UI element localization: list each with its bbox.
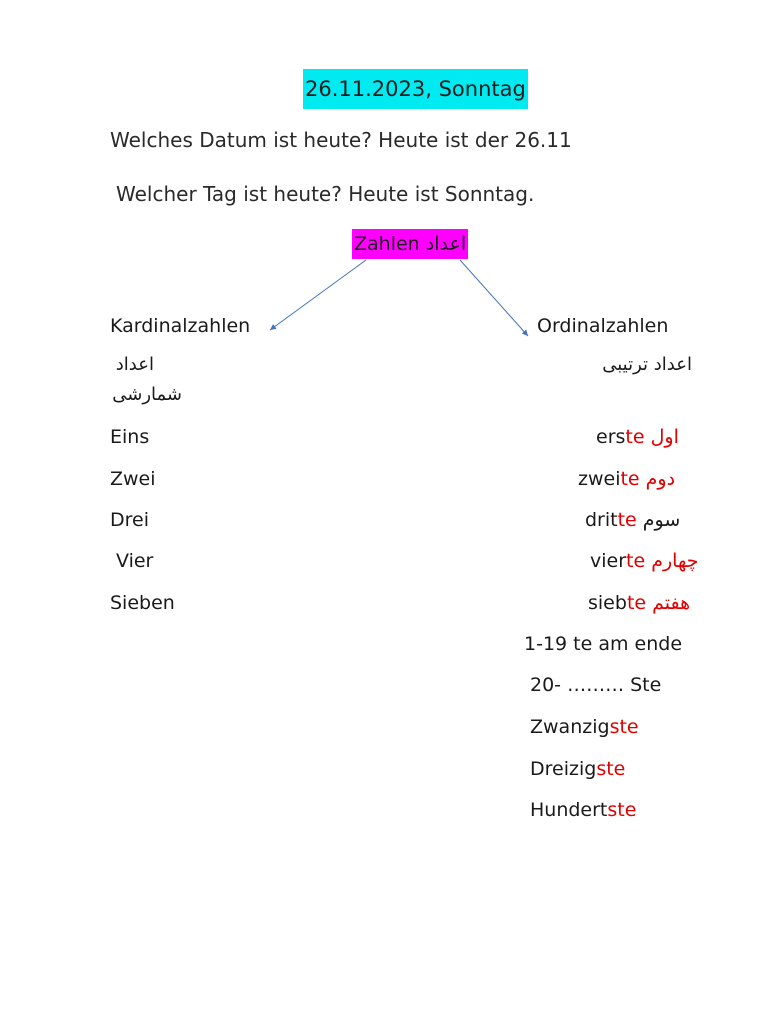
ordinal-item [590,550,698,572]
date-title: 26.11.2023, Sonntag [303,69,528,109]
ordinal-suffix: te [620,468,640,490]
ordinal-persian: سوم [642,509,681,531]
ordinal-suffix: te [626,592,647,614]
ordinal-suffix: te [626,550,646,572]
ordinal-stem: ers [596,426,626,448]
example-item [530,758,625,780]
ordinal-stem: drit [585,509,618,531]
arrow-left [270,260,366,330]
example-item [530,799,636,821]
arrow-right [460,260,528,336]
ordinal-persian: دوم [645,468,676,490]
ordinal-heading: Ordinalzahlen [537,315,669,337]
ordinal-item [588,592,690,614]
kardinal-heading: Kardinalzahlen [110,315,251,337]
ordinal-persian: اعداد ترتیبی [602,354,692,375]
rule-1-19: 1-19 te am ende [524,633,683,655]
kardinal-persian-2: شمارشی [112,384,182,405]
example-stem: Dreizig [530,758,597,780]
ordinal-persian: چهارم [651,550,699,572]
list-item: Eins [110,426,150,448]
ordinal-persian: هفتم [652,592,691,614]
list-item: Sieben [110,592,175,614]
list-item: Vier [116,550,154,572]
ordinal-item [585,509,680,531]
example-stem: Hundert [530,799,608,821]
example-stem: Zwanzig [530,716,610,738]
example-suffix: ste [607,799,637,821]
example-suffix: ste [596,758,626,780]
ordinal-item [596,426,679,448]
ordinal-persian: اول [650,426,679,448]
ordinal-suffix: te [625,426,645,448]
zahlen-label: Zahlen اعداد [352,229,468,259]
ordinal-stem: zwei [578,468,621,490]
day-question: Welcher Tag ist heute? Heute ist Sonntag. [116,182,535,206]
example-item [530,716,639,738]
list-item: Zwei [110,468,156,490]
ordinal-suffix: te [617,509,637,531]
example-suffix: ste [609,716,639,738]
ordinal-stem: sieb [588,592,627,614]
kardinal-persian-1: اعداد [115,354,154,375]
ordinal-stem: vier [590,550,627,572]
ordinal-item [578,468,675,490]
list-item: Drei [110,509,149,531]
date-question: Welches Datum ist heute? Heute ist der 26.11 [110,128,572,152]
rule-20: 20- ……… Ste [530,674,662,696]
